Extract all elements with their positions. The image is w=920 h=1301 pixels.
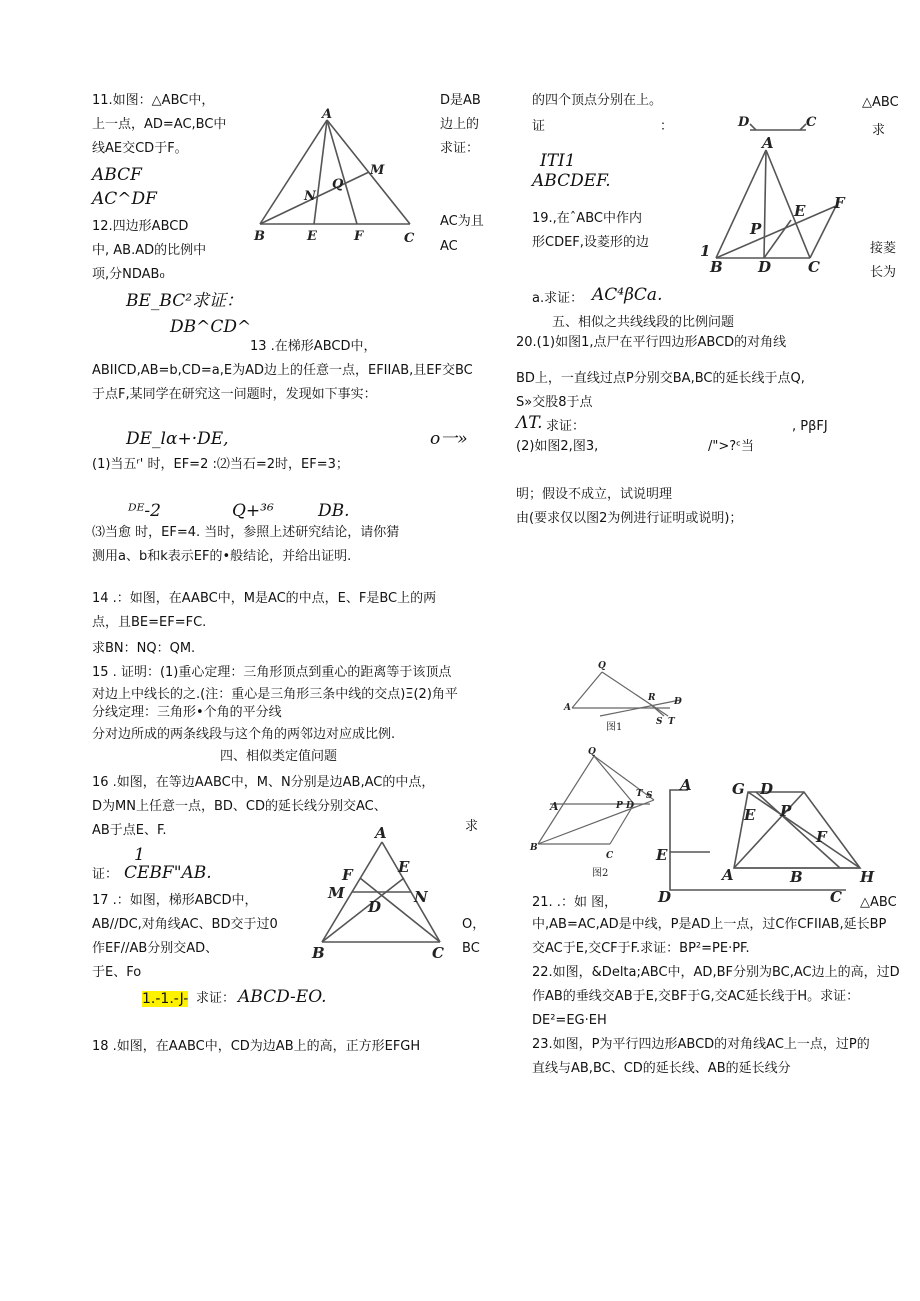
label-a: A bbox=[722, 866, 734, 884]
p15-line4: 分对边所成的两条线段与这个角的两邻边对应成比例. bbox=[92, 727, 396, 742]
section-5-title: 五、相似之共线线段的比例问题 bbox=[552, 315, 735, 330]
p12-line2: 中, AB.AD的比例中 bbox=[92, 243, 207, 258]
label-c: C bbox=[808, 258, 820, 276]
label-f: F bbox=[834, 194, 845, 212]
p13-line3: 于点F,某同学在研究这一问题时，发现如下事实： bbox=[92, 387, 377, 402]
label-d: D bbox=[758, 258, 772, 276]
label-d-top: D bbox=[738, 115, 750, 130]
p17-side2: BC bbox=[462, 941, 480, 956]
p11-line1: 11.如图：△ABC中， bbox=[92, 93, 215, 108]
label-c-top: C bbox=[806, 115, 817, 130]
p13-formula3: ᴰᴱ-2 bbox=[128, 501, 161, 521]
label-n: N bbox=[304, 189, 316, 204]
p20-line2: BD上，一直线过点P分别交BA,BC的延长线于点Q, bbox=[516, 371, 805, 386]
p19-line2: 形CDEF,设菱形的边 bbox=[532, 235, 649, 250]
p13-formula4: Q+³⁶ bbox=[232, 501, 274, 521]
p12-formula1: BE_BC²求证： bbox=[126, 291, 244, 311]
r-formula1: ITI1 bbox=[540, 151, 576, 171]
p21-line2: 中,AB=AC,AD是中线，P是AD上一点，过C作CFIIAB,延长BP bbox=[532, 917, 887, 932]
p20-line6: 由(要求仅以图2为例进行证明或说明)； bbox=[516, 511, 743, 526]
label-f: F bbox=[354, 229, 364, 244]
label-f: F bbox=[816, 828, 827, 846]
label-a-left: A bbox=[680, 776, 692, 794]
p17-side1: O， bbox=[462, 917, 486, 932]
label-h: H bbox=[860, 868, 875, 886]
p20-side: , PβFJ bbox=[792, 419, 828, 434]
label-b: B bbox=[254, 229, 265, 244]
p11-side2: 边上的 bbox=[440, 117, 480, 132]
p23-line2: 直线与AB,BC、CD的延长线、AB的延长线分 bbox=[532, 1061, 791, 1076]
label-e: E bbox=[307, 229, 317, 244]
p20-prove: 求证： bbox=[546, 419, 586, 434]
p14-line1: 14 .：如图，在AABC中，M是AC的中点，E、F是BC上的两 bbox=[92, 591, 437, 606]
figure-20-1 bbox=[560, 656, 690, 736]
label-a: A bbox=[322, 107, 333, 122]
label-p: P bbox=[780, 802, 792, 820]
label-a: A bbox=[762, 134, 774, 152]
p17-line2: AB//DC,对角线AC、BD交于过0 bbox=[92, 917, 278, 932]
p11-line3: 线AE交CD于F。 bbox=[92, 141, 188, 156]
label-e: E bbox=[794, 202, 806, 220]
label-b: B bbox=[312, 944, 325, 962]
label-e-left: E bbox=[656, 846, 668, 864]
p13-line4: (1)当五ʳ' 时，EF=2 :⑵当石=2时，EF=3； bbox=[92, 457, 349, 472]
p18-line1: 18 .如图，在AABC中，CD为边AB上的高，正方形EFGH bbox=[92, 1039, 421, 1054]
label-q: Q bbox=[598, 661, 606, 671]
label-f: F bbox=[342, 866, 353, 884]
p16-line1: 16 .如图，在等边AABC中，M、N分别是边AB,AC的中点， bbox=[92, 775, 435, 790]
p11-side3: 求证： bbox=[440, 141, 480, 156]
p22-line2: 作AB的垂线交AB于E,交BF于G,交AC延长线于H。求证： bbox=[532, 989, 860, 1004]
r-line1: 的四个顶点分别在上。 bbox=[532, 93, 663, 108]
p20-side2: /">?ᶜ当 bbox=[708, 439, 754, 454]
p15-line1: 15 . 证明：(1)重心定理：三角形顶点到重心的距离等于该顶点 bbox=[92, 665, 452, 680]
figure-11 bbox=[252, 108, 427, 248]
label-t: T bbox=[636, 789, 643, 799]
p17-prove: 求证： bbox=[196, 991, 236, 1006]
p19-side1: 接菱 bbox=[870, 241, 897, 256]
p13-line2: ABIICD,AB=b,CD=a,E为AD边上的任意一点，EFIIAB,且EF交BC bbox=[92, 363, 473, 378]
label-m: M bbox=[328, 884, 345, 902]
label-n: N bbox=[414, 888, 428, 906]
figure-16 bbox=[308, 822, 458, 962]
label-m: M bbox=[370, 163, 385, 178]
p16-one: 1 bbox=[134, 845, 145, 865]
label-e: E bbox=[744, 806, 756, 824]
p12-line3: 项,分NDAB₀ bbox=[92, 267, 165, 282]
p14-line3: 求BN：NQ：QM. bbox=[92, 641, 196, 656]
p22-line3: DE²=EG·EH bbox=[532, 1013, 607, 1028]
p15-line2: 对边上中线长的之.(注：重心是三角形三条中线的交点)Ξ(2)角平 bbox=[92, 687, 458, 702]
label-t: T bbox=[668, 717, 675, 727]
p19-line1: 19.,在ˆABC中作内 bbox=[532, 211, 642, 226]
label-q: Q bbox=[332, 177, 344, 192]
p12-side2: AC bbox=[440, 239, 458, 254]
p20-line5: 明；假设不成立，试说明理 bbox=[516, 487, 673, 502]
p21-line1: 21. .：如 图， bbox=[532, 895, 618, 910]
fig2-caption: 图2 bbox=[592, 868, 609, 879]
p12-side1: AC为且 bbox=[440, 214, 484, 229]
p17-highlight bbox=[142, 990, 188, 1008]
p11-formula1: ABCF bbox=[92, 165, 142, 185]
label-s: S bbox=[656, 717, 663, 727]
label-d-top: D bbox=[760, 780, 774, 798]
p16-line3: AB于点E、F. bbox=[92, 823, 167, 838]
p16-line2: D为MN上任意一点，BD、CD的延长线分别交AC、 bbox=[92, 799, 387, 814]
p17-line4: 于E、Fo bbox=[92, 965, 142, 980]
label-b: B bbox=[790, 868, 803, 886]
p20-formula: ΛT. bbox=[516, 413, 543, 433]
p17-line1: 17 .：如图，梯形ABCD中， bbox=[92, 893, 258, 908]
label-one: 1 bbox=[700, 242, 711, 260]
p17-line3: 作EF//AB分别交AD、 bbox=[92, 941, 219, 956]
p20-line1: 20.(1)如图1,点尸在平行四边形ABCD的对角线 bbox=[516, 335, 787, 350]
label-d: D bbox=[674, 697, 682, 707]
p20-line4: (2)如图2,图3, bbox=[516, 439, 599, 454]
p16-formula: CEBF"AB. bbox=[124, 863, 212, 883]
p15-line3: 分线定理：三角形•个角的平分线 bbox=[92, 705, 282, 720]
label-p: P bbox=[616, 801, 623, 811]
figure-20-2 bbox=[530, 744, 665, 889]
p22-line1: 22.如图，&Delta;ABC中，AD,BF分别为BC,AC边上的高，过D bbox=[532, 965, 900, 980]
p11-line2: 上一点，AD=AC,BC中 bbox=[92, 117, 227, 132]
p21-line3: 交AC于E,交CF于F.求证：BP²=PE·PF. bbox=[532, 941, 750, 956]
p13-line6: 测用a、b和k表示EF的•般结论，并给出证明. bbox=[92, 549, 352, 564]
r-formula2: ABCDEF. bbox=[532, 171, 611, 191]
p13-formula2: o一» bbox=[430, 429, 468, 449]
label-d: D bbox=[368, 898, 382, 916]
p19-prove: a.求证： bbox=[532, 291, 584, 306]
figure-23 bbox=[656, 776, 886, 904]
label-c: C bbox=[432, 944, 444, 962]
label-r: R bbox=[648, 693, 656, 703]
r-colon: ： bbox=[660, 119, 674, 134]
p17-highlight-mark: 1.-1.-J- bbox=[142, 991, 189, 1007]
figure-19 bbox=[698, 110, 858, 275]
p23-line1: 23.如图，P为平行四边形ABCD的对角线AC上一点，过P的 bbox=[532, 1037, 870, 1052]
label-p: P bbox=[750, 220, 762, 238]
p13-formula1: DE_lα+·DE, bbox=[126, 429, 229, 449]
label-s: S bbox=[646, 791, 653, 801]
fig1-caption: 图1 bbox=[606, 722, 623, 733]
p19-side2: 长为 bbox=[870, 265, 897, 280]
label-e: E bbox=[398, 858, 410, 876]
label-b: B bbox=[530, 843, 538, 853]
label-a: A bbox=[550, 800, 559, 813]
p20-line3: S»交股8于点 bbox=[516, 395, 593, 410]
p16-prove: 证： bbox=[92, 867, 119, 882]
p13-formula5: DB. bbox=[318, 501, 350, 521]
label-c: C bbox=[404, 231, 415, 246]
section-4-title: 四、相似类定值问题 bbox=[220, 749, 338, 764]
r-side-abc: △ABC bbox=[862, 95, 899, 110]
p21-side: △ABC bbox=[860, 895, 897, 910]
r-prove: 证 bbox=[532, 119, 546, 134]
label-d-bottom: D bbox=[658, 888, 672, 906]
label-a: A bbox=[375, 824, 387, 842]
p13-line5: ⑶当愈 时，EF=4. 当时，参照上述研究结论，请你猜 bbox=[92, 525, 400, 540]
p12-line1: 12.四边形ABCD bbox=[92, 219, 189, 234]
p12-formula2: DB^CD^ bbox=[170, 317, 252, 337]
p17-formula: ABCD-EO. bbox=[238, 987, 327, 1007]
label-c-bottom: C bbox=[830, 888, 842, 906]
p13-line1: 13 .在梯形ABCD中， bbox=[250, 339, 377, 354]
p14-line2: 点，且BE=EF=FC. bbox=[92, 615, 207, 630]
r-side-ask: 求 bbox=[872, 123, 886, 138]
p11-formula2: AC^DF bbox=[92, 189, 157, 209]
p19-formula: AC⁴βCa. bbox=[592, 285, 663, 305]
p16-side: 求 bbox=[465, 819, 479, 834]
label-b: B bbox=[710, 258, 723, 276]
p11-side1: D是AB bbox=[440, 93, 481, 108]
label-c: C bbox=[606, 851, 614, 861]
label-q: Q bbox=[588, 747, 596, 757]
label-g: G bbox=[732, 780, 745, 798]
label-d: D bbox=[626, 801, 634, 811]
label-a: A bbox=[564, 703, 571, 713]
